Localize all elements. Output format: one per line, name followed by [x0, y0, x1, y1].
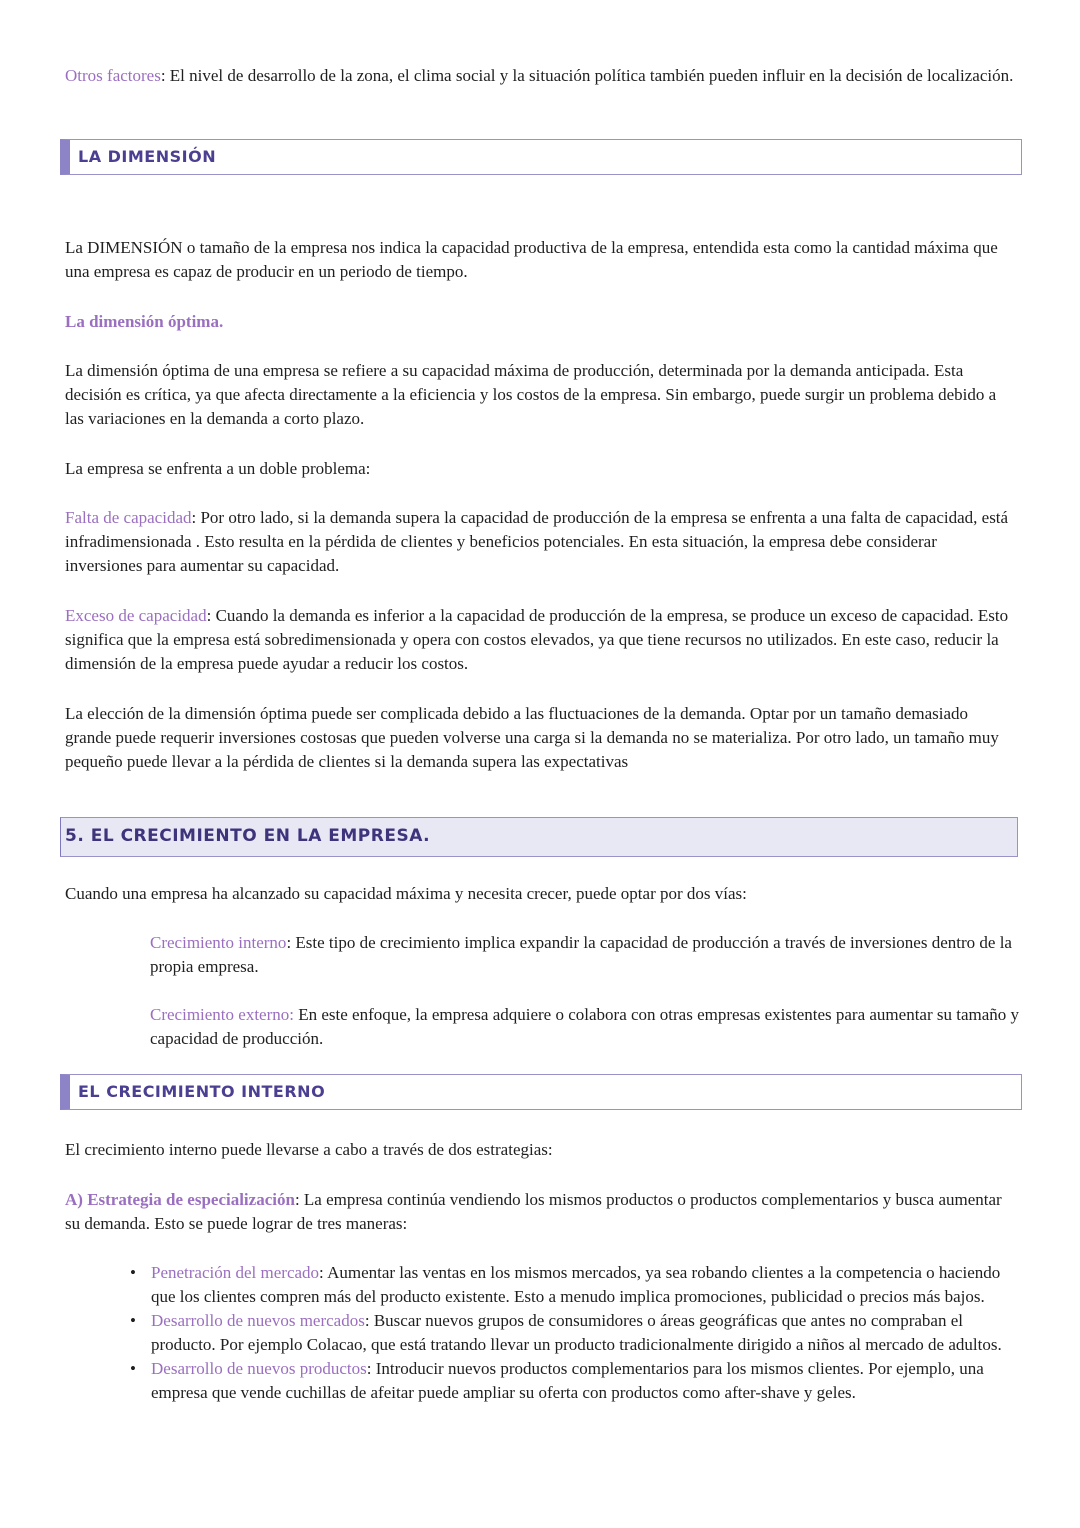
bullet-icon: • — [130, 1263, 136, 1282]
crecimiento-interno-definition — [150, 931, 1020, 979]
crecimiento-interno-term: Crecimiento interno — [150, 933, 287, 952]
bullet-term: Desarrollo de nuevos productos — [151, 1359, 367, 1378]
dimension-optima-title — [65, 310, 1015, 334]
otros-factores-term: Otros factores — [65, 66, 161, 85]
crecimiento-externo-text: En este enfoque, la empresa adquiere o colabora con otras empresas existentes para aumentar su tamaño y capacidad de producción. — [150, 1005, 1020, 1048]
list-item — [117, 1309, 1017, 1357]
section-heading-interno — [60, 1074, 1022, 1110]
eleccion-paragraph — [65, 702, 1015, 774]
falta-capacidad-text: : Por otro lado, si la demanda supera la capacidad de producción de la empresa se enfrenta a una falta de capacidad, está infradimensionada . Esto resulta en la pérdida de clientes y beneficios potenciales. En esta situación, la empresa debe considerar inversiones para aumentar su capacidad. — [65, 508, 1009, 575]
estrategia-especializacion-paragraph — [65, 1188, 1015, 1236]
exceso-capacidad-text: : Cuando la demanda es inferior a la capacidad de producción de la empresa, se produce un exceso de capacidad. Esto significa que la empresa está sobredimensionada y opera con costos elevados, ya que tiene recursos no utilizados. En este caso, reducir la dimensión de la empresa puede ayudar a reducir los costos. — [65, 606, 1009, 673]
bullet-term: Desarrollo de nuevos mercados — [151, 1311, 365, 1330]
crecer-intro-paragraph — [65, 882, 1015, 906]
list-item — [117, 1357, 1017, 1405]
bullet-text: : Aumentar las ventas en los mismos mercados, ya sea robando clientes a la competencia o haciendo que los clientes compren más del producto existente. Esto a menudo implica promociones, publicidad o precios más bajos. — [151, 1263, 1001, 1306]
eleccion-text: La elección de la dimensión óptima puede ser complicada debido a las fluctuaciones de la demanda. Optar por un tamaño demasiado grande puede requerir inversiones costosas que pueden volverse una carga si la demanda no se materializa. Por otro lado, un tamaño muy pequeño puede llevar a la pérdida de clientes si la demanda supera las expectativas — [65, 704, 999, 771]
bullet-term: Penetración del mercado — [151, 1263, 320, 1282]
otros-factores-text: : El nivel de desarrollo de la zona, el clima social y la situación política también pueden influir en la decisión de localización. — [160, 66, 1014, 85]
exceso-capacidad-paragraph — [65, 604, 1015, 676]
section-heading-dimension — [60, 139, 1022, 175]
estrategia-term: A) Estrategia de especialización — [65, 1190, 295, 1209]
doble-problema-text: La empresa se enfrenta a un doble problema: — [65, 459, 371, 478]
optima-text: La dimensión óptima de una empresa se refiere a su capacidad máxima de producción, determinada por la demanda anticipada. Esta decisión es crítica, ya que afecta directamente a la eficiencia y los costos de la empresa. Sin embargo, puede surgir un problema debido a las variaciones en la demanda a corto plazo. — [65, 361, 997, 428]
bullet-icon: • — [130, 1311, 136, 1330]
bullet-icon: • — [130, 1359, 136, 1378]
dimension-intro-text: La DIMENSIÓN o tamaño de la empresa nos indica la capacidad productiva de la empresa, entendida esta como la cantidad máxima que una empresa es capaz de producir en un periodo de tiempo. — [65, 238, 998, 281]
crecimiento-interno-text: : Este tipo de crecimiento implica expandir la capacidad de producción a través de inversiones dentro de la propia empresa. — [150, 933, 1012, 976]
interno-intro-text: El crecimiento interno puede llevarse a cabo a través de dos estrategias: — [65, 1140, 553, 1159]
crecer-intro-text: Cuando una empresa ha alcanzado su capacidad máxima y necesita crecer, puede optar por dos vías: — [65, 884, 747, 903]
falta-capacidad-term: Falta de capacidad — [65, 508, 192, 527]
section-heading-crecimiento — [60, 817, 1018, 857]
list-item — [117, 1261, 1017, 1309]
crecimiento-externo-definition — [150, 1003, 1020, 1051]
exceso-capacidad-term: Exceso de capacidad — [65, 606, 207, 625]
heading-crecimiento-text: 5. EL CRECIMIENTO EN LA EMPRESA. — [65, 826, 431, 846]
bullet-list — [117, 1261, 1017, 1405]
estrategia-text: : La empresa continúa vendiendo los mismos productos o productos complementarios y busca aumentar su demanda. Esto se puede lograr de tres maneras: — [65, 1190, 1002, 1233]
bullet-text: : Introducir nuevos productos complementarios para los mismos clientes. Por ejemplo, una empresa que vende cuchillas de afeitar puede ampliar su oferta con productos como after-shave y geles. — [151, 1359, 984, 1402]
interno-intro-paragraph — [65, 1138, 1015, 1162]
crecimiento-externo-term: Crecimiento externo: — [150, 1005, 294, 1024]
heading-interno-text: EL CRECIMIENTO INTERNO — [78, 1082, 326, 1101]
bullet-text: : Buscar nuevos grupos de consumidores o áreas geográficas que antes no compraban el producto. Por ejemplo Colacao, que está tratando llevar un producto tradicionalmente dirigido a niños al mercado de adultos. — [151, 1311, 1002, 1354]
dimension-intro-paragraph — [65, 236, 1015, 284]
dimension-optima-paragraph — [65, 359, 1015, 431]
heading-dimension-text: LA DIMENSIÓN — [78, 147, 217, 166]
doble-problema-paragraph — [65, 457, 1015, 481]
falta-capacidad-paragraph — [65, 506, 1015, 578]
otros-factores-paragraph — [65, 64, 1015, 88]
optima-title-text: La dimensión óptima. — [65, 312, 224, 331]
